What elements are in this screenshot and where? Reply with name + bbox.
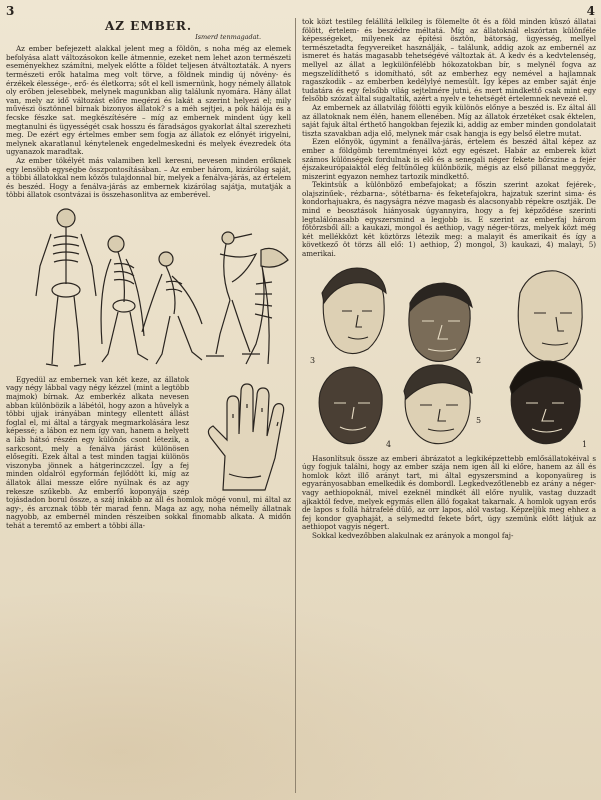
- left-column: [6, 18, 291, 531]
- page-number-right: 4: [586, 4, 595, 18]
- paragraph: Az embernek az állatvilág fölötti egyik különös előnye a beszéd is. Ez által áll az állatoknak nem élén, hanem ellenében. Míg az állatok érzetéket csak éktelen, saját fajuk által érthető hangokban fejezik ki, addig az ember minden gondolatait tiszta szavakban adja elő, melynek már csak hangja is egy belső életre mutat.: [302, 102, 596, 138]
- article-title: AZ EMBER.: [104, 19, 193, 33]
- races-illustration: [302, 263, 596, 451]
- hand-illustration: [195, 378, 291, 496]
- faces-svg: [302, 263, 596, 451]
- paragraph: Tekintsük a különböző embefajokat; a főszin szerint azokat fejérek-, olajszinűek-, rézbarna-, sötétbarna- és feketefajokra, hajzatuk szerint sima- és kondorhajuakra, és nagyságra nézve magasb és alacsonyabb répekre osztják. De mind e beosztások hiányosak úgyannyira, hogy a fej képződése szerinti legtalálónasabb egyszersmind a legjobb is. E szerint az emberfaj három főtörzsből áll: a kaukazi, mongol és aethiop, vagy néger-törzs, melyek közt még két mellékközt két köztörzs létezik meg: a malayit és amerikait és így a következő öt törzs áll elő: 1) aethiop, 2) mongol, 3) kaukazi, 4) malayi, 5) amerikai.: [302, 180, 596, 259]
- article-subtitle: Ismerd tenmagadat.: [195, 32, 261, 41]
- paragraph: tok közt testileg felállítá lelkileg is fölemelte őt és a föld minden küszó állatai fölött, értelem- és beszédre méltatá. Míg az állatoknál elszórtan különféle képességeket, milyenek az építési ösztön, bátorság, ügyesség, mellyel természetadta fegyvereiket használják, – találunk, addig azok az embernél az ismeret és hatás magasabb tehetségévé változtak át. A kedv és a kedvtelenség, mellyel az állat a legkülönfélébb hókozatokban bír, s melynél fogva az megszelídíthető s idomítható, sőt az emberhez egy nemével a hajlamnak ragaszkodik – az emberben kedélylyé nemesült. Így képes az ember saját énje tudatára és egy felsőbb világ sejtelmére jutni, és mert mindkettő csak mint egy felsőbb szózat által sugaltatik, azért a nyelv e tehetségét értelemnek nevezé el.: [302, 17, 596, 104]
- figure-number: 5: [476, 415, 482, 425]
- paragraph: Az ember befejezett alakkal jelent meg a földön, s noha még az elemek befolyása alatt változásokon kelle átmennie, ezeket nem lehet azon természeti eseményekhez számítni, melyek előtte a földet teljesen átváltoztaták. A nyers természeti erők hatalma meg volt törve, a földnek mindig új növény- és érzékek élessége-, erő- és életkorra; sőt el kell ismernünk, hogy némely állatok oly erőben jelesebbek, melynek magunkban alig találunk nyomára. Hány állat van, mely az idő változást előre megérzi és lakát a szerint helyezi el; mily művészi ösztönnel bírnak bizonyos állatok? s a méh sejtjei, a pók hálója és a fecske fészke sat. megkészítésére – míg az embernek mindent úgy kell megtanulni és ügyességét csak hosszu és fáradságos gyakorlat által szerezheti meg. De ezért egy értelmes ember sem fogja az állatok ez előnyét irigyelni, melynek akaratlanul kénytelenek engedelmeskedni és melyek évezredek óta ugyanazok maradtak.: [6, 44, 291, 157]
- paper-stain: [0, 560, 601, 800]
- paragraph: Ezen előnyök, úgymint a fenállva-járás, értelem és beszéd által képez az ember a földgömb teremtményei közt egy egészet. Habár az emberek közt számos különségek fordulnak is elő és a senegali néger fekete bőrszine a fejér éjszakeurópaiaktól elég feltűnőleg különbözik, mégis az első pillanat meggyőz, miszerint egyazon nemhez tartozik mindkettő.: [302, 137, 596, 181]
- figure-number: 1: [582, 439, 588, 449]
- paragraph: Sokkal kedvezőbben alakulnak ez arányok a mongol faj-: [312, 530, 514, 540]
- figure-number: 4: [386, 439, 392, 449]
- right-column: [302, 18, 596, 541]
- paragraph: Hasonlítsuk össze az emberi ábrázatot a legkiképzettebb emlősállatokéival s úgy fogjuk találni, hogy az ember szája nem igen áll ki előre, hanem az áll és homlok közt illő arányt tart, mi által egyszersmind a koponyaüreg is egyarányosabban emelkedik és dombordl. Legkedvezőtlenebb ez arány a néger- vagy aethiopoknál, mivel ezeknél mindkét áll előre nyulik, vastag duzzadt ajkaktól fedve, melyek egymás ellen álló fogakat takarnak. A homlok ugyan erős de lapos s follá hátrafelé dűlő, az orr lapos, alól vastag. Képzeljük meg ehhez a fej kondor gyaphaját, a selymedtd fekete bőrt, úgy szemünk előtt látjuk az aethiopot vagyis négert.: [302, 453, 596, 532]
- skeletons-svg: [6, 204, 291, 372]
- column-divider: [295, 18, 296, 793]
- hand-svg: [195, 378, 291, 496]
- paragraph: Egyedül az embernek van két keze, az állatok vagy négy lábbal vagy négy kézzel (mint a legtöbb majmok) bírnak. Az emberkéz alkata nevesen abban különbözik a lábétól, hogy azon a hüvelyk a többi ujjak irányában mintegy ellentett állást foglal el, mi által a tárgyak megmarkolására lesz képessé; a lábon ez nem így van, hanem a helyett a láb hátsó részén egy különös csont létezik, a sarkcsont, mely a fenálva járást különösen elősegíti. Ezek által a test minden tagjai különös viszonyba jönnek a hátgerinczczel. Így a fej minden oldalról egyformán fejlődött ki, míg az állatok állai messze előre nyúlnak és az agy rekesze szűkebb. Az emberfő koponyája szép tojásdadon borul össze, a száj inkább az áll és homlok mögé vonul, mi által az agy-, és arcznak több tér marad fenn. Maga az agy, noha némelly állatnak nagyobb, az embernél minden részeiben sokkal finomabb alkata. A midőn tehát a teremtő az embert a többi álla-: [6, 374, 291, 530]
- page-number-left: 3: [6, 4, 15, 18]
- skeleton-illustration: [6, 204, 291, 372]
- figure-number: 2: [476, 355, 482, 365]
- paragraph: Az ember tökélyét más valamiben kell keresni, nevesen minden erőknek egy lensöbb egységbe összpontosításában. – Az ember három, kizárólag saját, a többi állatokkal nem közös tulajdonnal bír, melyek a fenálva-járás, az értelem és beszéd. Hogy a fenálva-járás az embernek kizárólag sajátja, mutatják a többi állatok csontvázai is összehasonlitva az emberével.: [6, 155, 291, 200]
- figure-number: 3: [310, 355, 316, 365]
